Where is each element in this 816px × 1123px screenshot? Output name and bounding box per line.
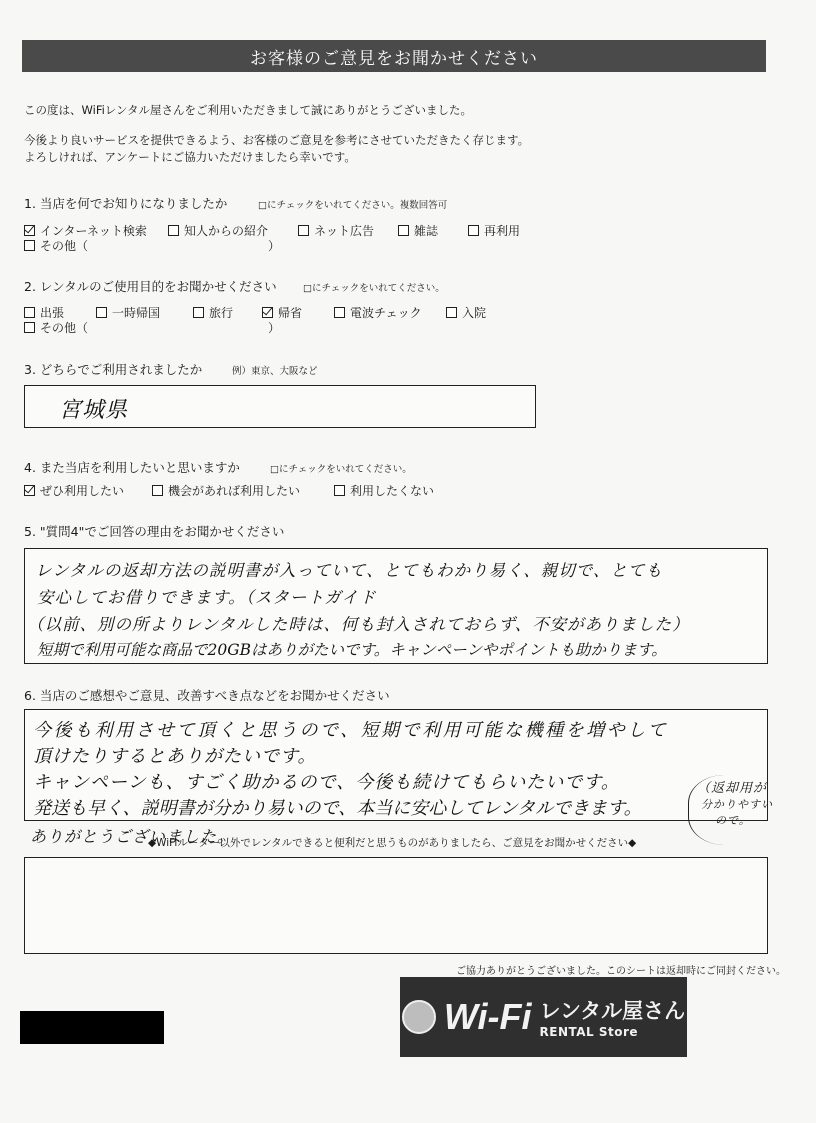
q3-answer-box[interactable] bbox=[24, 385, 536, 428]
q3-label: 3. どちらでご利用されましたか bbox=[24, 362, 203, 377]
q1-option-ad[interactable]: ネット広告 bbox=[298, 222, 374, 239]
q6-side-note bbox=[688, 775, 779, 845]
checkbox-icon[interactable] bbox=[334, 485, 345, 496]
checkbox-icon[interactable] bbox=[24, 240, 35, 251]
redacted-block bbox=[20, 1011, 164, 1044]
side-note-line: 分かりやすい bbox=[701, 798, 773, 811]
q5-answer-line: 短期で利用可能な商品で20GBはありがたいです。キャンペーンやポイントも助かります。 bbox=[37, 641, 667, 659]
checkbox-icon[interactable] bbox=[193, 307, 204, 318]
checkbox-icon[interactable] bbox=[398, 225, 409, 236]
q1-option-referral[interactable]: 知人からの紹介 bbox=[168, 222, 268, 239]
q2-option-other[interactable]: その他（ ） bbox=[24, 319, 280, 336]
logo-store-text: RENTAL Store bbox=[539, 1025, 639, 1039]
checkbox-checked-icon[interactable] bbox=[262, 307, 273, 318]
q1-note: □にチェックをいれてください。複数回答可 bbox=[258, 200, 448, 211]
logo-rental-text: レンタル屋さん bbox=[539, 999, 686, 1023]
q6-answer-box[interactable] bbox=[24, 709, 768, 821]
checkbox-checked-icon[interactable] bbox=[24, 485, 35, 496]
q7-label: ◆WiFiルーター以外でレンタルできると便利だと思うものがありましたら、ご意見をお聞かせください◆ bbox=[148, 837, 637, 849]
checkbox-icon[interactable] bbox=[334, 307, 345, 318]
checkbox-icon[interactable] bbox=[24, 322, 35, 333]
q4-option-definitely[interactable]: ぜひ利用したい bbox=[24, 482, 124, 499]
q1-option-internet[interactable]: インターネット検索 bbox=[24, 222, 147, 239]
q5-answer-line: レンタルの返却方法の説明書が入っていて、とてもわかり易く、親切で、とても bbox=[35, 561, 663, 580]
q7-answer-box[interactable] bbox=[24, 857, 768, 954]
handwritten-thanks: ありがとうございました。 bbox=[30, 827, 235, 846]
q4-option-if-opportunity[interactable]: 機会があれば利用したい bbox=[152, 482, 300, 499]
q1-option-magazine[interactable]: 雑誌 bbox=[398, 222, 438, 239]
q4-option-no[interactable]: 利用したくない bbox=[334, 482, 434, 499]
intro-line-2: 今後より良いサービスを提供できるよう、お客様のご意見を参考にさせていただきたく存じます。 bbox=[24, 133, 530, 147]
checkbox-icon[interactable] bbox=[468, 225, 479, 236]
checkbox-icon[interactable] bbox=[168, 225, 179, 236]
q2-option-homecoming[interactable]: 帰省 bbox=[262, 304, 302, 321]
q6-answer-line: 発送も早く、説明書が分かり易いので、本当に安心してレンタルできます。 bbox=[33, 798, 642, 819]
q6-label: 6. 当店のご感想やご意見、改善すべき点などをお聞かせください bbox=[24, 688, 390, 703]
q5-answer-line: （以前、別の所よりレンタルした時は、何も封入されておらず、不安がありました） bbox=[27, 615, 690, 634]
q2-label: 2. レンタルのご使用目的をお聞かせください bbox=[24, 279, 277, 294]
checkbox-icon[interactable] bbox=[24, 307, 35, 318]
brand-logo bbox=[400, 977, 687, 1057]
q6-answer-line: 今後も利用させて頂くと思うので、短期で利用可能な機種を増やして bbox=[33, 720, 669, 741]
page-title: お客様のご意見をお聞かせください bbox=[22, 40, 766, 72]
q1-option-reuse[interactable]: 再利用 bbox=[468, 222, 520, 239]
q5-answer-line: 安心してお借りできます。（スタートガイド bbox=[37, 588, 377, 607]
checkbox-icon[interactable] bbox=[96, 307, 107, 318]
q5-answer-box[interactable] bbox=[24, 548, 768, 664]
checkbox-icon[interactable] bbox=[152, 485, 163, 496]
q4-label: 4. また当店を利用したいと思いますか bbox=[24, 460, 240, 475]
intro-line-3: よろしければ、アンケートにご協力いただけましたら幸いです。 bbox=[24, 150, 356, 164]
mascot-icon bbox=[402, 1000, 436, 1034]
side-note-line: ので。 bbox=[715, 814, 751, 827]
checkbox-checked-icon[interactable] bbox=[24, 225, 35, 236]
q2-option-hospital[interactable]: 入院 bbox=[446, 304, 486, 321]
checkbox-icon[interactable] bbox=[298, 225, 309, 236]
checkbox-icon[interactable] bbox=[446, 307, 457, 318]
q2-option-signal-check[interactable]: 電波チェック bbox=[334, 304, 422, 321]
q1-label: 1. 当店を何でお知りになりましたか bbox=[24, 196, 228, 211]
footer-thanks: ご協力ありがとうございました。このシートは返却時にご同封ください。 bbox=[456, 966, 786, 977]
q6-answer-line: キャンペーンも、すごく助かるので、今後も続けてもらいたいです。 bbox=[33, 772, 620, 793]
q5-label: 5. "質問4"でご回答の理由をお聞かせください bbox=[24, 524, 285, 539]
q2-option-business[interactable]: 出張 bbox=[24, 304, 64, 321]
side-note-line: （返却用が bbox=[697, 781, 768, 796]
q1-option-other[interactable]: その他（ ） bbox=[24, 237, 280, 254]
q2-option-temp-return[interactable]: 一時帰国 bbox=[96, 304, 160, 321]
q3-answer: 宮城県 bbox=[59, 398, 129, 423]
q4-note: □にチェックをいれてください。 bbox=[270, 464, 412, 475]
q3-note: 例）東京、大阪など bbox=[232, 366, 318, 377]
q6-answer-line: 頂けたりするとありがたいです。 bbox=[33, 746, 317, 767]
logo-wifi-text: Wi-Fi bbox=[443, 996, 532, 1037]
q2-note: □にチェックをいれてください。 bbox=[303, 283, 445, 294]
intro-line-1: この度は、WiFiレンタル屋さんをご利用いただきまして誠にありがとうございました。 bbox=[24, 103, 473, 117]
q2-option-travel[interactable]: 旅行 bbox=[193, 304, 233, 321]
